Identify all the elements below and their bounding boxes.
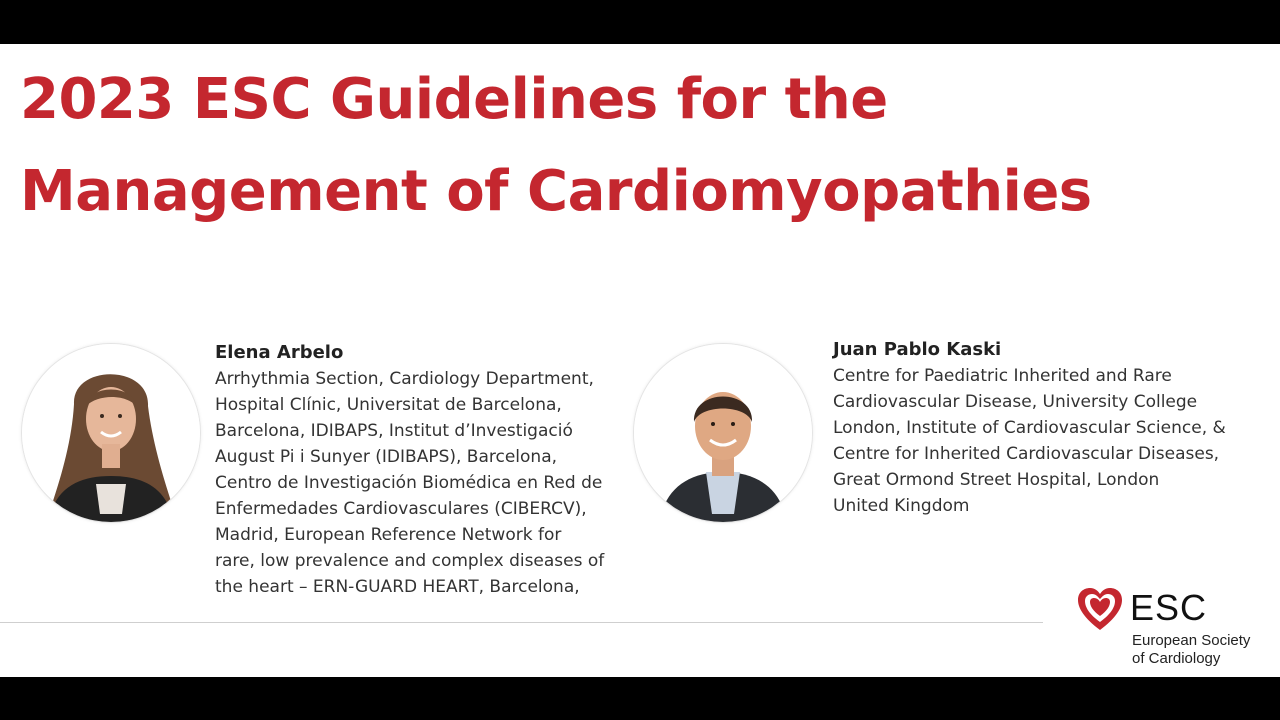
affiliation-line: August Pi i Sunyer (IDIBAPS), Barcelona, (215, 447, 558, 467)
affiliation-line: Madrid, European Reference Network for (215, 525, 562, 545)
affiliation-line: Hospital Clínic, Universitat de Barcelona, (215, 395, 562, 415)
woman-portrait-icon (22, 344, 200, 522)
affiliation-line: London, Institute of Cardiovascular Science, & (833, 418, 1226, 438)
speaker-name: Juan Pablo Kaski (833, 339, 1002, 360)
affiliation-line: Centro de Investigación Biomédica en Red de (215, 473, 603, 493)
esc-subtitle-line: European Society (1132, 632, 1251, 649)
affiliation-line: Arrhythmia Section, Cardiology Department, (215, 369, 594, 389)
speaker-card-elena-arbelo (215, 340, 604, 600)
speaker-name: Elena Arbelo (215, 342, 344, 363)
title-line-2: Management of Cardiomyopathies (20, 159, 1092, 224)
affiliation-line: Centre for Inherited Cardiovascular Diseases, (833, 444, 1220, 464)
esc-subtitle-line: of Cardiology (1132, 650, 1221, 667)
affiliation-line: Centre for Paediatric Inherited and Rare (833, 366, 1172, 386)
affiliation-line: Barcelona, IDIBAPS, Institut d’Investigació (215, 421, 573, 441)
esc-wordmark: ESC (1130, 587, 1208, 628)
affiliation-line: Cardiovascular Disease, University College (833, 392, 1198, 412)
title-line-1: 2023 ESC Guidelines for the (20, 67, 888, 132)
speaker-photo-juan-pablo-kaski (633, 343, 813, 523)
esc-logo (1076, 584, 1276, 674)
slide (0, 44, 1280, 677)
affiliation-line: Enfermedades Cardiovasculares (CIBERCV), (215, 499, 587, 519)
speaker-card-juan-pablo-kaski (833, 337, 1226, 519)
affiliation-line: Great Ormond Street Hospital, London (833, 470, 1160, 490)
esc-subtitle (1132, 632, 1250, 668)
footer-divider (0, 622, 1043, 623)
man-portrait-icon (634, 344, 812, 522)
affiliation-line: United Kingdom (833, 496, 970, 516)
heart-logo-icon (1076, 586, 1124, 634)
slide-title (20, 54, 1092, 238)
affiliation-line: the heart – ERN-GUARD HEART, Barcelona, (215, 577, 580, 597)
speaker-photo-elena-arbelo (21, 343, 201, 523)
affiliation-line: rare, low prevalence and complex diseases of (215, 551, 605, 571)
